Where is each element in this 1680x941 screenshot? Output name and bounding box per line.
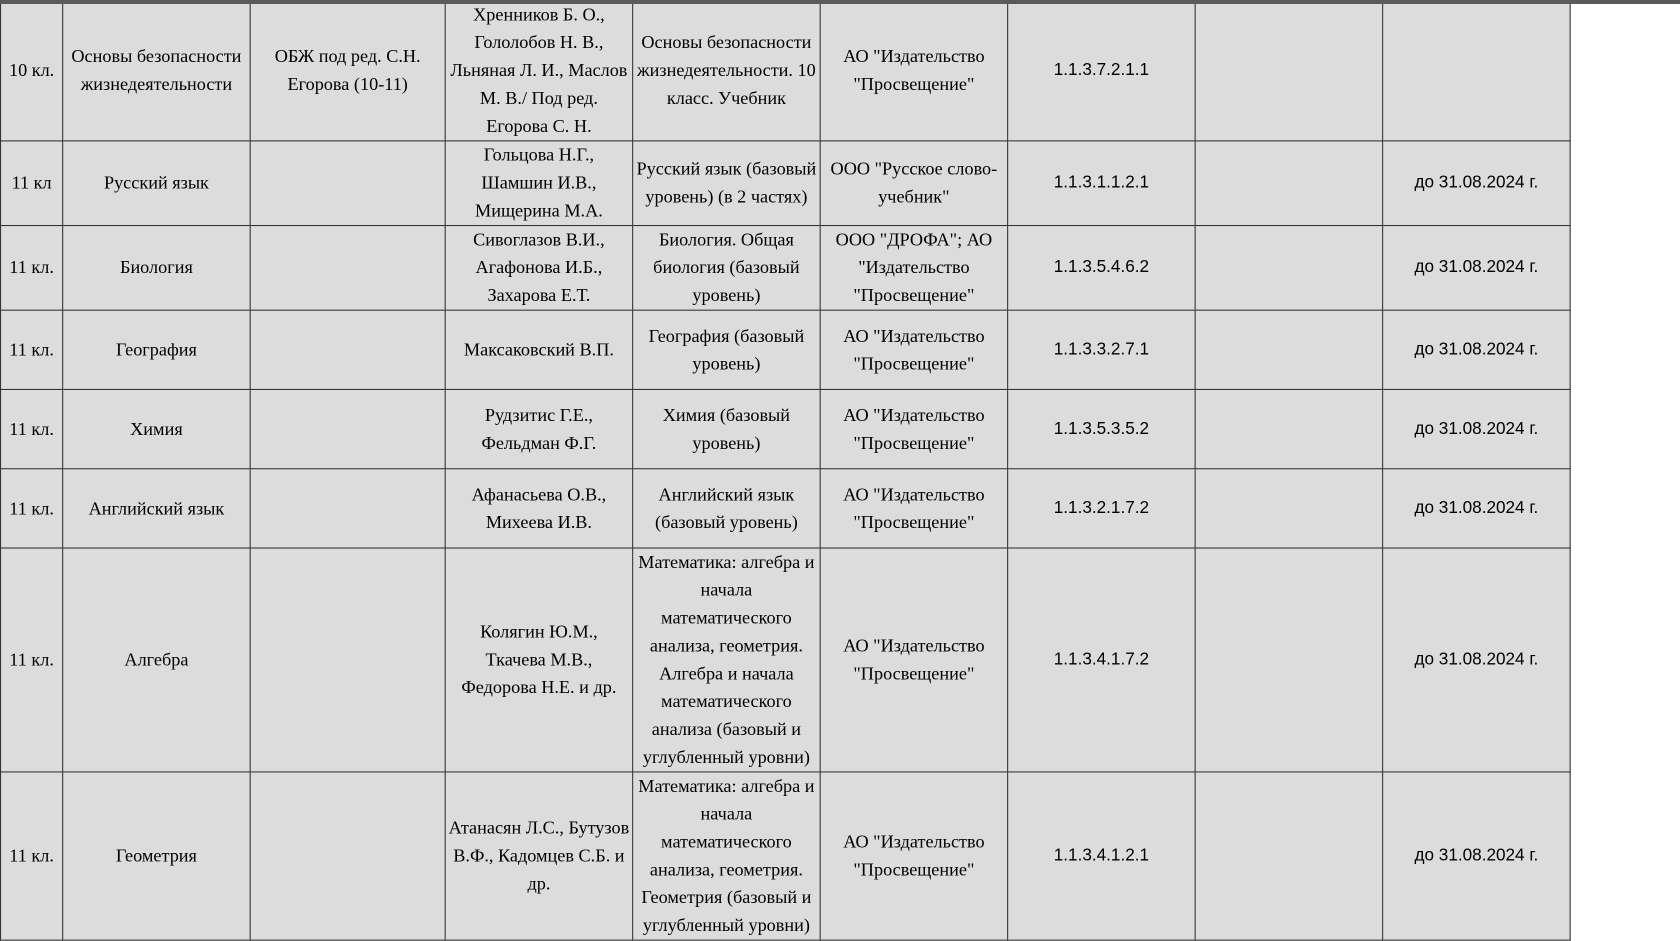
table-row [1,141,1571,226]
authors-cell: Колягин Ю.М., Ткачева М.В., Федорова Н.Е. и др. [445,548,632,772]
authors-cell: Рудзитис Г.Е., Фельдман Ф.Г. [445,389,632,468]
textbook-title-cell: Основы безопасности жизнедеятельности. 10 класс. Учебник [633,1,820,141]
publisher-cell: АО "Издательство "Просвещение" [820,1,1007,141]
valid-until-cell: до 31.08.2024 г. [1383,469,1570,548]
authors-cell: Максаковский В.П. [445,310,632,389]
table-row [1,469,1571,548]
grade-cell: 10 кл. [1,1,63,141]
grade-cell: 11 кл. [1,310,63,389]
table-row [1,389,1571,468]
textbook-title-cell: Математика: алгебра и начала математического анализа, геометрия. Алгебра и начала математического анализа (базовый и углубленный уровни) [633,548,820,772]
publisher-cell: АО "Издательство "Просвещение" [820,469,1007,548]
grade-cell: 11 кл [1,141,63,226]
authors-cell: Хренников Б. О., Гололобов Н. В., Льняная Л. И., Маслов М. В./ Под ред. Егорова С. Н. [445,1,632,141]
top-border-bar [0,0,1680,4]
program-cell: ОБЖ под ред. С.Н. Егорова (10-11) [250,1,445,141]
fpu-code-cell: 1.1.3.5.3.5.2 [1008,389,1195,468]
textbook-title-cell: Математика: алгебра и начала математического анализа, геометрия. Геометрия (базовый и углубленный уровни) [633,772,820,940]
valid-until-cell [1383,1,1570,141]
authors-cell: Афанасьева О.В., Михеева И.В. [445,469,632,548]
subject-cell: Биология [63,226,250,311]
publisher-cell: АО "Издательство "Просвещение" [820,310,1007,389]
program-cell [250,310,445,389]
subject-cell: Алгебра [63,548,250,772]
valid-until-cell: до 31.08.2024 г. [1383,310,1570,389]
table-row [1,548,1571,772]
extra-cell [1195,141,1382,226]
extra-cell [1195,1,1382,141]
authors-cell: Гольцова Н.Г., Шамшин И.В., Мищерина М.А. [445,141,632,226]
grade-cell: 11 кл. [1,772,63,940]
subject-cell: Геометрия [63,772,250,940]
valid-until-cell: до 31.08.2024 г. [1383,226,1570,311]
publisher-cell: ООО "ДРОФА"; АО "Издательство "Просвещение" [820,226,1007,311]
subject-cell: Английский язык [63,469,250,548]
grade-cell: 11 кл. [1,389,63,468]
table-row [1,310,1571,389]
fpu-code-cell: 1.1.3.5.4.6.2 [1008,226,1195,311]
textbook-title-cell: География (базовый уровень) [633,310,820,389]
valid-until-cell: до 31.08.2024 г. [1383,141,1570,226]
program-cell [250,548,445,772]
program-cell [250,389,445,468]
grade-cell: 11 кл. [1,469,63,548]
program-cell [250,772,445,940]
textbook-title-cell: Английский язык (базовый уровень) [633,469,820,548]
textbook-title-cell: Биология. Общая биология (базовый уровень) [633,226,820,311]
publisher-cell: АО "Издательство "Просвещение" [820,389,1007,468]
textbook-title-cell: Химия (базовый уровень) [633,389,820,468]
extra-cell [1195,772,1382,940]
fpu-code-cell: 1.1.3.4.1.2.1 [1008,772,1195,940]
program-cell [250,141,445,226]
extra-cell [1195,226,1382,311]
extra-cell [1195,310,1382,389]
fpu-code-cell: 1.1.3.1.1.2.1 [1008,141,1195,226]
subject-cell: География [63,310,250,389]
publisher-cell: АО "Издательство "Просвещение" [820,772,1007,940]
grade-cell: 11 кл. [1,548,63,772]
table-body [1,1,1571,941]
fpu-code-cell: 1.1.3.3.2.7.1 [1008,310,1195,389]
extra-cell [1195,548,1382,772]
subject-cell: Химия [63,389,250,468]
extra-cell [1195,389,1382,468]
fpu-code-cell: 1.1.3.4.1.7.2 [1008,548,1195,772]
extra-cell [1195,469,1382,548]
publisher-cell: ООО "Русское слово-учебник" [820,141,1007,226]
table-row [1,226,1571,311]
subject-cell: Основы безопасности жизнедеятельности [63,1,250,141]
fpu-code-cell: 1.1.3.2.1.7.2 [1008,469,1195,548]
valid-until-cell: до 31.08.2024 г. [1383,389,1570,468]
valid-until-cell: до 31.08.2024 г. [1383,548,1570,772]
program-cell [250,226,445,311]
authors-cell: Атанасян Л.С., Бутузов В.Ф., Кадомцев С.Б. и др. [445,772,632,940]
grade-cell: 11 кл. [1,226,63,311]
table-row [1,1,1571,141]
fpu-code-cell: 1.1.3.7.2.1.1 [1008,1,1195,141]
publisher-cell: АО "Издательство "Просвещение" [820,548,1007,772]
program-cell [250,469,445,548]
authors-cell: Сивоглазов В.И., Агафонова И.Б., Захарова Е.Т. [445,226,632,311]
subject-cell: Русский язык [63,141,250,226]
textbook-title-cell: Русский язык (базовый уровень) (в 2 частях) [633,141,820,226]
table-row [1,772,1571,940]
valid-until-cell: до 31.08.2024 г. [1383,772,1570,940]
